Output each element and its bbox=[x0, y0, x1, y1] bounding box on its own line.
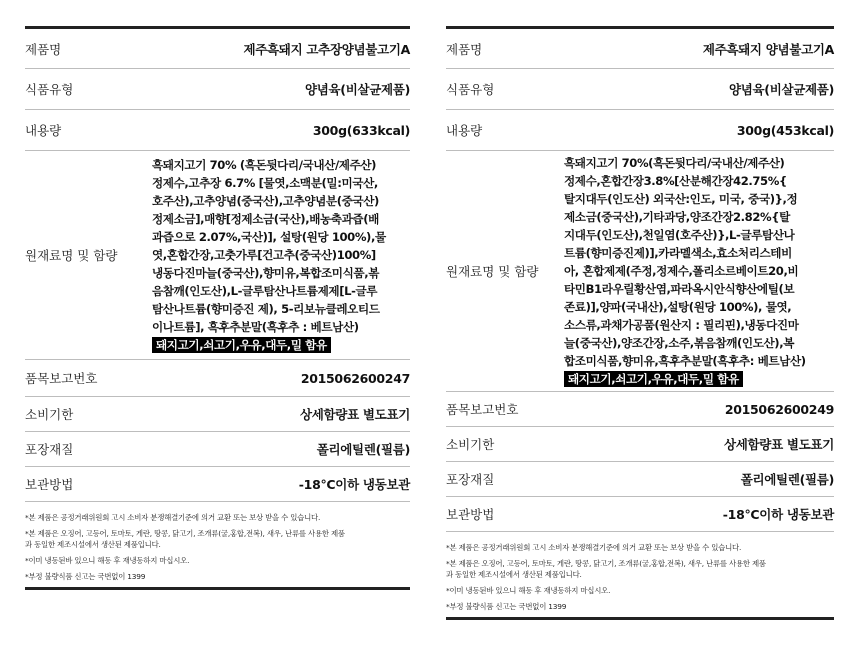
ingredients-line: 합조미식품,향미유,흑후추분말(흑후추: 베트남산) bbox=[564, 354, 806, 368]
expiry-label: 소비기한 bbox=[446, 437, 495, 452]
packaging-label: 포장재질 bbox=[25, 442, 74, 457]
report-no-row bbox=[446, 392, 834, 427]
food-type-label: 식품유형 bbox=[446, 82, 495, 97]
report-no-label: 품목보고번호 bbox=[446, 402, 519, 417]
notes-block bbox=[25, 502, 410, 582]
note-item: *본 제품은 오징어, 고등어, 토마토, 게란, 땅콩, 닭고기, 조개류(굴,홍합,전복), 새우, 난류를 사용한 제품 과 동일한 제조시설에서 생산된 제품입니다. bbox=[446, 559, 766, 579]
ingredients-line: 타민B1라우릴황산염,파라옥시안식향산에틸(보 bbox=[564, 282, 795, 296]
food-type-row bbox=[25, 69, 410, 110]
allergen-badge: 돼지고기,쇠고기,우유,대두,밀 함유 bbox=[564, 371, 743, 387]
content-label: 내용량 bbox=[446, 123, 483, 138]
ingredients-line: 냉동다진마늘(중국산),향미유,복합조미식품,볶 bbox=[152, 266, 380, 280]
content-row bbox=[25, 110, 410, 151]
note-item: *본 제품은 오징어, 고등어, 토마토, 게란, 땅콩, 닭고기, 조개류(굴,홍합,전복), 새우, 난류를 사용한 제품 과 동일한 제조시설에서 생산된 제품입니다. bbox=[25, 529, 345, 549]
report-no-value: 2015062600249 bbox=[724, 401, 834, 417]
packaging-value: 폴리에틸렌(필름) bbox=[316, 442, 410, 457]
content-value: 300g(453kcal) bbox=[736, 122, 834, 138]
ingredients-line: 제소금(중국산),기타과당,양조간장2.82%{탈 bbox=[564, 210, 790, 224]
content-row bbox=[446, 110, 834, 151]
left-label-panel bbox=[25, 26, 410, 590]
storage-label: 보관방법 bbox=[25, 477, 74, 492]
product-name-row bbox=[25, 29, 410, 69]
ingredients-line: 흑돼지고기 70% (흑돈뒷다리/국내산/제주산) bbox=[152, 158, 377, 172]
ingredients-row bbox=[25, 151, 410, 360]
ingredients-row bbox=[446, 151, 834, 392]
storage-value: -18°C이하 냉동보관 bbox=[722, 507, 834, 522]
packaging-row bbox=[25, 432, 410, 467]
notes-block bbox=[446, 532, 834, 612]
ingredients-line: 지대두(인도산),천일염(호주산)},L-글루탐산나 bbox=[564, 228, 795, 242]
report-no-row bbox=[25, 360, 410, 397]
food-type-label: 식품유형 bbox=[25, 82, 74, 97]
note-item: *이미 냉동된바 있으니 해동 후 재냉동하지 마십시오. bbox=[25, 556, 190, 565]
ingredients-line: 늘(중국산),양조간장,소주,볶음참깨(인도산),복 bbox=[564, 336, 795, 350]
food-type-row bbox=[446, 69, 834, 110]
right-label-panel bbox=[446, 26, 834, 620]
expiry-row bbox=[25, 397, 410, 432]
ingredients-line: 흑돼지고기 70%(흑돈뒷다리/국내산/제주산) bbox=[564, 156, 785, 170]
product-name-row bbox=[446, 29, 834, 69]
allergen-badge: 돼지고기,쇠고기,우유,대두,밀 함유 bbox=[152, 337, 331, 353]
ingredients-line: 소스류,과채가공품(원산지 : 필리핀),냉동다진마 bbox=[564, 318, 799, 332]
ingredients-text bbox=[152, 156, 410, 354]
ingredients-line: 정제수,혼합간장3.8%[산분해간장42.75%{ bbox=[564, 174, 787, 188]
note-item: *본 제품은 공정거래위원회 고시 소비자 분쟁해결기준에 의거 교환 또는 보상 받을 수 있습니다. bbox=[25, 513, 321, 522]
ingredients-line: 정제소금],매향[정제소금(국산),배농축과즙(배 bbox=[152, 212, 379, 226]
product-name-label: 제품명 bbox=[446, 41, 483, 57]
storage-row bbox=[25, 467, 410, 502]
ingredients-block bbox=[564, 154, 834, 388]
note-item: *부정 불량식품 신고는 국번없이 1399 bbox=[446, 602, 567, 611]
ingredients-line: 트륨(향미증진제)],카라멜색소,효소처리스테비 bbox=[564, 246, 792, 260]
ingredients-label: 원재료명 및 함량 bbox=[25, 248, 118, 263]
expiry-label: 소비기한 bbox=[25, 407, 74, 422]
ingredients-block bbox=[152, 156, 410, 354]
ingredients-line: 아, 혼합제제(주정,정제수,폴리소르베이트20,비 bbox=[564, 264, 799, 278]
storage-value: -18°C이하 냉동보관 bbox=[298, 477, 410, 492]
report-no-value: 2015062600247 bbox=[300, 370, 410, 386]
ingredients-line: 이나트륨], 흑후추분말(흑후추 : 베트남산) bbox=[152, 320, 359, 334]
ingredients-line: 탈지대두(인도산) 외국산:인도, 미국, 중국)},정 bbox=[564, 192, 798, 206]
expiry-row bbox=[446, 427, 834, 462]
ingredients-text bbox=[564, 154, 834, 388]
packaging-label: 포장재질 bbox=[446, 472, 495, 487]
ingredients-line: 탐산나트륨(향미증진 제), 5-리보뉴클레오티드 bbox=[152, 302, 380, 316]
ingredients-line: 과즙으로 2.07%,국산)], 설탕(원당 100%),물 bbox=[152, 230, 386, 244]
ingredients-line: 호주산),고추양념(중국산),고추양념분(중국산) bbox=[152, 194, 379, 208]
product-name-value: 제주흑돼지 고추장양념불고기A bbox=[243, 41, 410, 57]
packaging-value: 폴리에틸렌(필름) bbox=[740, 472, 834, 487]
food-type-value: 양념육(비살균제품) bbox=[728, 82, 834, 97]
ingredients-line: 음참깨(인도산),L-글루탐산나트륨제제[L-글루 bbox=[152, 284, 378, 298]
note-item: *이미 냉동된바 있으니 해동 후 재냉동하지 마십시오. bbox=[446, 586, 611, 595]
ingredients-line: 존료)],양파(국내산),설탕(원당 100%), 물엿, bbox=[564, 300, 792, 314]
storage-label: 보관방법 bbox=[446, 507, 495, 522]
note-item: *본 제품은 공정거래위원회 고시 소비자 분쟁해결기준에 의거 교환 또는 보상 받을 수 있습니다. bbox=[446, 543, 742, 552]
report-no-label: 품목보고번호 bbox=[25, 371, 98, 386]
storage-row bbox=[446, 497, 834, 532]
product-name-value: 제주흑돼지 양념불고기A bbox=[702, 41, 834, 57]
ingredients-label: 원재료명 및 함량 bbox=[446, 264, 539, 279]
ingredients-line: 정제수,고추장 6.7% [물엿,소맥분(밀:미국산, bbox=[152, 176, 378, 190]
note-item: *부정 불량식품 신고는 국번없이 1399 bbox=[25, 572, 146, 581]
food-type-value: 양념육(비살균제품) bbox=[304, 82, 410, 97]
product-name-label: 제품명 bbox=[25, 41, 62, 57]
packaging-row bbox=[446, 462, 834, 497]
bottom-rule bbox=[25, 587, 410, 590]
content-value: 300g(633kcal) bbox=[312, 122, 410, 138]
content-label: 내용량 bbox=[25, 123, 62, 138]
expiry-value: 상세함량표 별도표기 bbox=[299, 407, 410, 422]
bottom-rule bbox=[446, 617, 834, 620]
ingredients-line: 엿,혼합간장,고춧가루[건고추(중국산)100%] bbox=[152, 248, 376, 262]
expiry-value: 상세함량표 별도표기 bbox=[723, 437, 834, 452]
